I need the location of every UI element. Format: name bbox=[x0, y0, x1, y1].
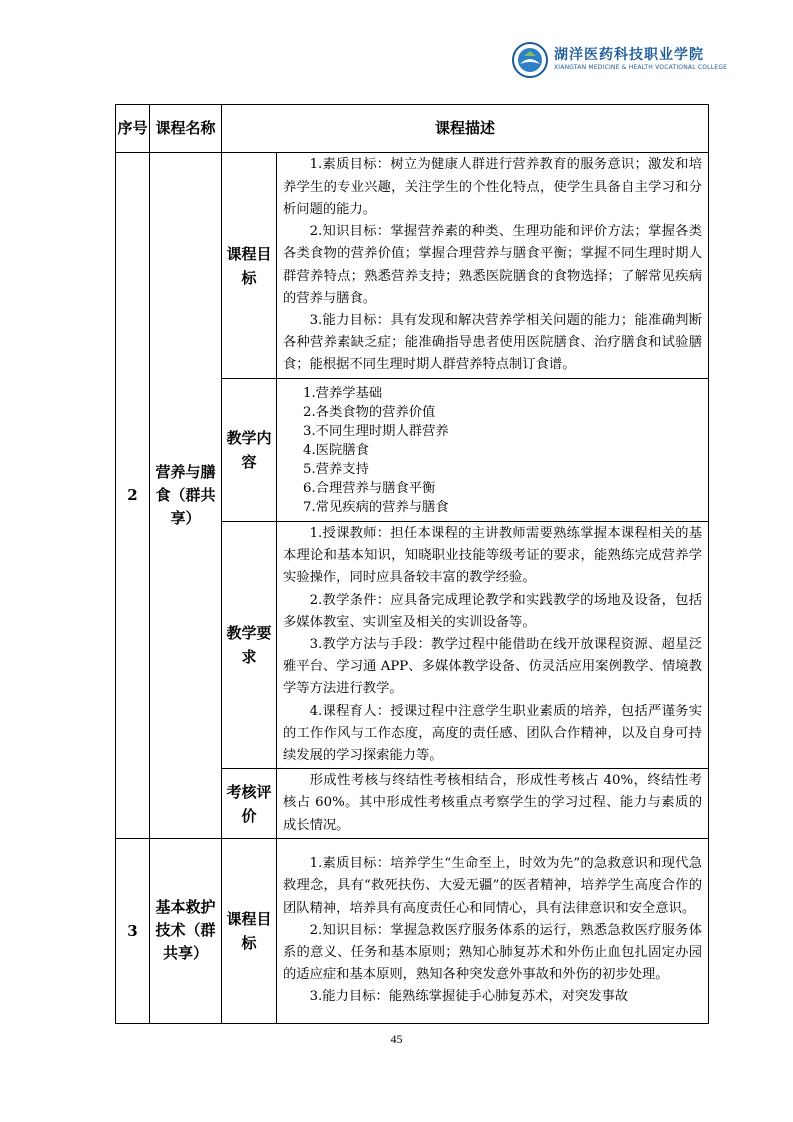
list-item: 7.常见疾病的营养与膳食 bbox=[303, 499, 449, 515]
college-logo bbox=[512, 42, 728, 82]
logo-chinese-name: 湖洋医药科技职业学院 bbox=[554, 47, 704, 63]
page-number: 45 bbox=[390, 1032, 403, 1046]
table-header-row bbox=[116, 105, 709, 153]
list-item: 4.医院膳食 bbox=[303, 442, 369, 458]
table-row bbox=[116, 838, 709, 1023]
header-name: 课程名称 bbox=[150, 105, 222, 153]
list-item: 1.营养学基础 bbox=[303, 385, 383, 401]
section-label-evaluation: 考核评价 bbox=[222, 769, 277, 839]
section-label-content: 教学内容 bbox=[222, 379, 277, 522]
course-number: 3 bbox=[116, 838, 150, 1023]
table-row bbox=[116, 153, 709, 379]
list-item: 2.各类食物的营养价值 bbox=[303, 404, 436, 420]
section-body-goals: 1.素质目标：树立为健康人群进行营养教育的服务意识；激发和培养学生的专业兴趣，关注学生的个性化特点，使学生具备自主学习和分析问题的能力。 2.知识目标：掌握营养素的种类、生理功能和评价方法；掌握各类各类食物的营养价值；掌握合理营养与膳食平衡；掌握不同生理时期人群营养特点；熟悉营养支持；熟悉医院膳食的食物选择；了解常见疾病的营养与膳食。 3.能力目标：具有发现和解决营养学相关问题的能力；能准确判断各种营养素缺乏症；能准确指导患者使用医院膳食、治疗膳食和试验膳食；能根据不同生理时期人群营养特点制订食谱。 bbox=[277, 153, 709, 379]
section-body-requirements: 1.授课教师：担任本课程的主讲教师需要熟练掌握本课程相关的基本理论和基本知识，知晓职业技能等级考证的要求，能熟练完成营养学实验操作，同时应具备较丰富的教学经验。 2.教学条件：应具备完成理论教学和实践教学的场地及设备，包括多媒体教室、实训室及相关的实训设备等。 3.教学方法与手段：教学过程中能借助在线开放课程资源、超星泛雅平台、学习通 APP、多媒体教学设备、仿灵活应用案例教学、情境教学等方法进行教学。 4.课程育人：授课过程中注意学生职业素质的培养，包括严谨务实的工作作风与工作态度，高度的责任感、团队合作精神，以及自身可持续发展的学习探索能力等。 bbox=[277, 522, 709, 769]
section-label-goals: 课程目标 bbox=[222, 153, 277, 379]
logo-english-name: XIANGTAN MEDICINE & HEALTH VOCATIONAL COLLEGE bbox=[554, 64, 728, 71]
section-label-requirements: 教学要求 bbox=[222, 522, 277, 769]
list-item: 6.合理营养与膳食平衡 bbox=[303, 480, 436, 496]
section-label-goals: 课程目标 bbox=[222, 838, 277, 1023]
header-num: 序号 bbox=[116, 105, 150, 153]
header-desc: 课程描述 bbox=[222, 105, 709, 153]
course-name: 营养与膳食（群共享） bbox=[150, 153, 222, 839]
section-body-content bbox=[277, 379, 709, 522]
college-emblem-icon bbox=[512, 42, 548, 78]
list-item: 3.不同生理时期人群营养 bbox=[303, 423, 449, 439]
course-number: 2 bbox=[116, 153, 150, 839]
course-table bbox=[115, 104, 709, 1024]
section-body-goals: 1.素质目标：培养学生“生命至上，时效为先”的急救意识和现代急救理念，具有“救死扶伤、大爱无疆”的医者精神，培养学生高度合作的团队精神，培养具有高度责任心和同情心，具有法律意识和安全意识。 2.知识目标：掌握急救医疗服务体系的运行，熟悉急救医疗服务体系的意义、任务和基本原则；熟知心肺复苏术和外伤止血包扎固定办园的适应症和基本原则，熟知各种突发意外事故和外伤的初步处理。 3.能力目标：能熟练掌握徒手心肺复苏术，对突发事故 bbox=[277, 838, 709, 1023]
course-name: 基本救护技术（群共享） bbox=[150, 838, 222, 1023]
section-body-evaluation: 形成性考核与终结性考核相结合，形成性考核占 40%，终结性考核占 60%。其中形成性考核重点考察学生的学习过程、能力与素质的成长情况。 bbox=[277, 769, 709, 839]
list-item: 5.营养支持 bbox=[303, 461, 369, 477]
